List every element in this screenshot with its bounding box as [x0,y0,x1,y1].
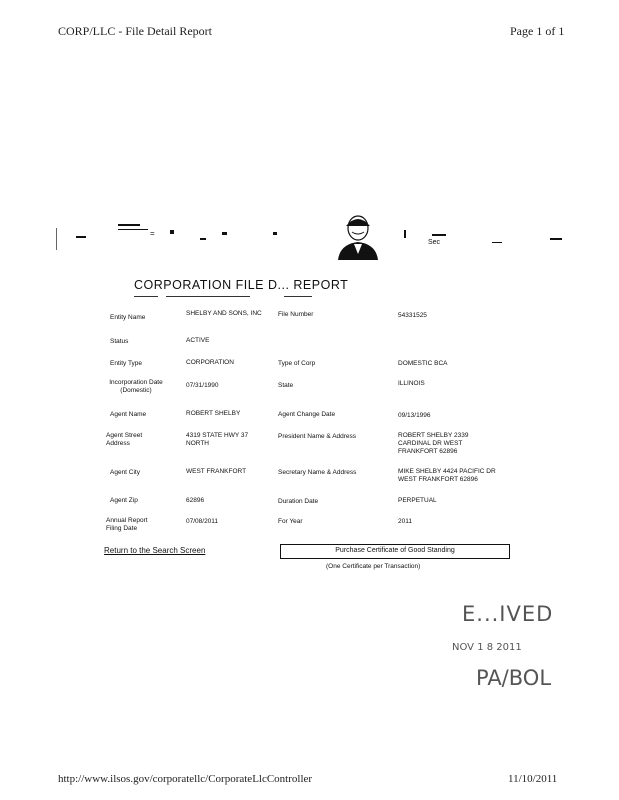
purchase-note: (One Certificate per Transaction) [326,563,421,570]
value-entity-type: CORPORATION [186,359,234,366]
received-stamp-date: NOV 1 8 2011 [452,642,522,653]
label-duration-date: Duration Date [278,498,319,505]
label-file-number: File Number [278,311,314,318]
value-duration-date: PERPETUAL [398,497,437,504]
banner-right-text: Sec [428,239,441,246]
label-agent-street: Agent Street Address [106,432,143,447]
label-agent-name: Agent Name [110,411,147,418]
value-secretary: MIKE SHELBY 4424 PACIFIC DR WEST FRANKFORT 62896 [398,468,496,483]
value-agent-change-date: 09/13/1996 [398,412,431,419]
value-status: ACTIVE [186,337,210,344]
received-stamp-office: PA/BOL [476,666,552,690]
value-agent-name: ROBERT SHELBY [186,410,241,417]
label-agent-change-date: Agent Change Date [278,411,336,418]
value-entity-name: SHELBY AND SONS, INC [186,310,262,317]
official-portrait [336,210,380,260]
label-entity-name: Entity Name [110,314,146,321]
value-agent-zip: 62896 [186,497,205,504]
value-president: ROBERT SHELBY 2339 CARDINAL DR WEST FRANKFORT 62896 [398,432,469,455]
site-banner [58,210,578,260]
page-header-pagenum: Page 1 of 1 [510,24,565,38]
label-agent-zip: Agent Zip [110,497,138,504]
page-footer-url: http://www.ilsos.gov/corporatellc/CorporateLlcController [58,773,313,785]
value-file-number: 54331525 [398,312,427,319]
label-secretary: Secretary Name & Address [278,469,357,476]
page-header-title: CORP/LLC - File Detail Report [58,24,212,38]
report-title: CORPORATION FILE D... REPORT [134,278,349,292]
value-annual-report: 07/08/2011 [186,518,219,525]
page-footer-date: 11/10/2011 [508,773,558,785]
label-type-of-corp: Type of Corp [278,360,316,367]
label-president: President Name & Address [278,433,357,440]
label-agent-city: Agent City [110,469,140,476]
value-incorporation-date: 07/31/1990 [186,382,219,389]
received-stamp-heading: E...IVED [462,602,554,626]
value-for-year: 2011 [398,518,412,525]
value-agent-city: WEST FRANKFORT [186,468,247,475]
return-to-search-link[interactable]: Return to the Search Screen [104,546,206,555]
value-state: ILLINOIS [398,380,425,387]
label-annual-report: Annual Report Filing Date [106,517,148,532]
value-type-of-corp: DOMESTIC BCA [398,360,448,367]
banner-left-text: = [150,229,155,238]
label-state: State [278,382,294,389]
label-entity-type: Entity Type [110,360,143,367]
label-for-year: For Year [278,518,303,525]
value-agent-street: 4319 STATE HWY 37 NORTH [186,432,249,447]
label-status: Status [110,338,129,345]
label-incorporation-date: Incorporation Date (Domestic) [109,379,163,394]
purchase-certificate-button[interactable]: Purchase Certificate of Good Standing [280,544,510,559]
